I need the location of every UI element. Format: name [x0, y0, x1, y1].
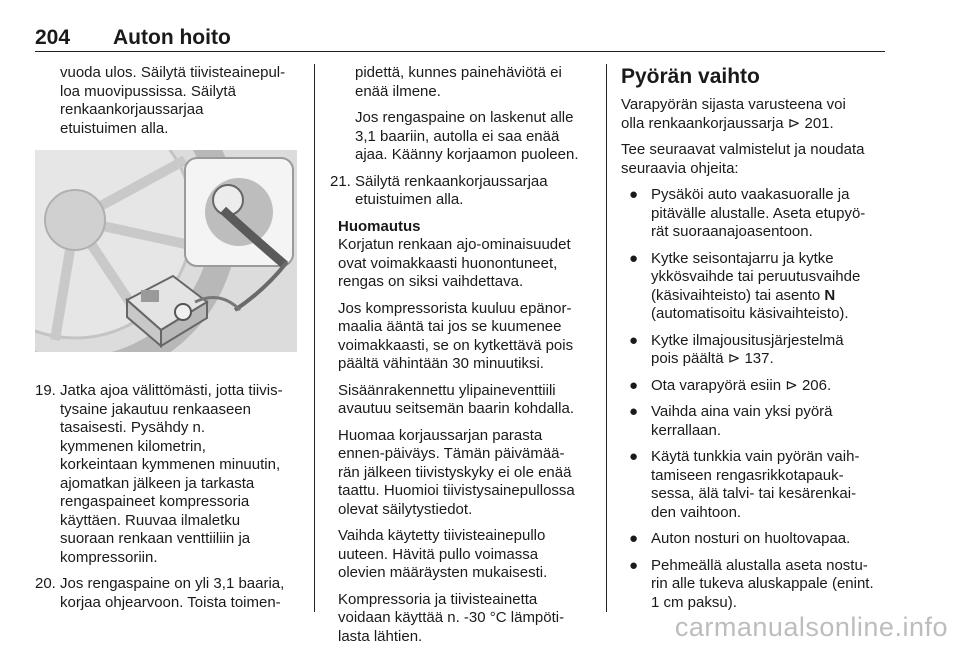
text-line: ovat voimakkaasti huonontuneet,: [338, 254, 558, 272]
text-line: vuoda ulos. Säilytä tiivisteainepul-: [60, 64, 286, 81]
bullet-icon: ●: [629, 530, 639, 547]
bullet-item: [621, 448, 889, 522]
bullet-icon: ●: [629, 556, 639, 574]
text-line: 3,1 baariin, autolla ei saa enää: [355, 127, 560, 145]
text-line: Vaihda käytetty tiivisteainepullo: [338, 527, 546, 544]
text-line: Käytä tunkkia vain pyörän vaih-: [651, 448, 860, 465]
bullet-item: [621, 332, 889, 369]
text-line: Kompressoria ja tiivisteainetta: [338, 590, 538, 608]
continued-paragraph: [330, 64, 592, 101]
text-line: olevien määräysten mukaisesti.: [338, 564, 548, 581]
header-divider: [35, 51, 885, 52]
text-line: rengas on siksi vaihdettava.: [338, 273, 524, 290]
text-line: seuraavia ohjeita:: [621, 159, 739, 177]
note-paragraph: [338, 591, 592, 647]
text-line: Auton nosturi on huoltovapaa.: [651, 530, 851, 547]
page-title: Auton hoito: [113, 26, 231, 49]
bullet-icon: ●: [629, 403, 639, 420]
note-paragraph: [338, 427, 592, 520]
text-line: [651, 287, 889, 306]
column-divider-1: [314, 64, 315, 612]
list-item-21: [330, 173, 592, 210]
column-divider-2: [606, 64, 607, 612]
text-line: ajomatkan jälkeen ja tarkasta: [60, 474, 255, 492]
item-number: 21.: [330, 172, 351, 190]
compressor-illustration: [35, 150, 297, 352]
text-line: Varapyörän sijasta varusteena voi: [621, 96, 846, 113]
text-line: rengaspaineet kompressoria: [60, 493, 250, 510]
text-line: Jatka ajoa välittömästi, jotta tiivis-: [60, 382, 283, 399]
text-line: rät suoraanajoasentoon.: [651, 223, 813, 240]
text-line: pitävälle alustalle. Aseta etupyö-: [651, 204, 866, 222]
text-line: rän jälkeen tiivistyskyky ei ole enää: [338, 463, 572, 481]
text-line: Korjatun renkaan ajo-ominaisuudet: [338, 236, 571, 253]
text-line: sessa, älä talvi- tai kesärenkai-: [651, 485, 857, 502]
list-item-20: [35, 575, 300, 612]
text-line: voimakkaasti, se on kytkettävä pois: [338, 336, 574, 354]
text-line: den vaihtoon.: [651, 503, 742, 521]
text-line: tasaisesti. Pysähdy n.: [60, 419, 206, 436]
note-paragraph: [338, 300, 592, 374]
bullet-item: [621, 403, 889, 440]
text-line: Säilytä renkaankorjaussarjaa: [355, 172, 548, 190]
text-line: Jos kompressorista kuuluu epänor-: [338, 299, 572, 317]
text-line: olla renkaankorjaussarja ⊳ 201.: [621, 114, 834, 132]
note-block: [330, 218, 592, 647]
text-line: loa muovipussissa. Säilytä: [60, 82, 236, 100]
text-line: Ota varapyörä esiin ⊳ 206.: [651, 376, 832, 394]
bullet-icon: ●: [629, 249, 639, 267]
intro-paragraph: [35, 64, 300, 138]
note-paragraph: [338, 527, 592, 583]
text-line: uuteen. Hävitä pullo voimassa: [338, 545, 539, 563]
bullet-icon: ●: [629, 448, 639, 465]
text-line: Vaihda aina vain yksi pyörä: [651, 403, 833, 420]
watermark: carmanualsonline.info: [674, 612, 948, 642]
pressure-paragraph: [330, 109, 592, 165]
bullet-icon: ●: [629, 376, 639, 394]
text-line: rin alle tukeva aluskappale (enint.: [651, 575, 874, 592]
text-line: Pysäköi auto vaakasuoralle ja: [651, 186, 850, 203]
text-line: ykkösvaihde tai peruutusvaihde: [651, 268, 861, 285]
text-line: korjaa ohjearvoon. Toista toimen-: [60, 593, 281, 611]
text-line: pidettä, kunnes painehäviötä ei: [355, 64, 562, 81]
bullet-icon: ●: [629, 186, 639, 203]
text-fragment: (käsivaihteisto) tai asento: [651, 286, 825, 304]
instruction-paragraph: [621, 141, 889, 178]
text-line: olevat säilytystiedot.: [338, 500, 473, 518]
list-item-19: [35, 382, 300, 567]
item-number: 19.: [35, 382, 56, 399]
text-line: Kytke ilmajousitusjärjestelmä: [651, 331, 844, 349]
bullet-icon: ●: [629, 331, 639, 349]
text-line: päältä vähintään 30 minuutiksi.: [338, 355, 544, 372]
bullet-item: [621, 250, 889, 324]
text-line: Pehmeällä alustalla aseta nostu-: [651, 556, 868, 574]
text-line: renkaankorjaussarjaa: [60, 101, 204, 118]
item-number: 20.: [35, 575, 56, 592]
text-line: taattu. Huomioi tiivistysainepullossa: [338, 482, 575, 499]
text-line: ajaa. Käänny korjaamon puoleen.: [355, 146, 579, 163]
text-line: suoraan renkaan venttiiliin ja: [60, 530, 251, 547]
text-line: tysaine jakautuu renkaaseen: [60, 400, 251, 418]
note-title: Huomautus: [338, 217, 421, 235]
bullet-item: [621, 186, 889, 242]
tire-compressor-image: [35, 150, 297, 352]
text-line: kymmenen kilometrin,: [60, 437, 206, 455]
text-line: kompressoriin.: [60, 548, 158, 566]
note-paragraph: [338, 382, 592, 419]
text-line: etuistuimen alla.: [60, 119, 169, 137]
text-line: voidaan käyttää n. -30 °C lämpöti-: [338, 609, 565, 626]
text-line: ennen-päiväys. Tämän päivämää-: [338, 445, 565, 462]
bullet-item: [621, 530, 889, 549]
bullet-item: [621, 557, 889, 613]
page-number: 204: [35, 26, 71, 49]
text-line: Huomaa korjaussarjan parasta: [338, 426, 543, 444]
text-line: (automatisoitu käsivaihteisto).: [651, 305, 849, 322]
page-header: [35, 26, 885, 52]
gear-position-n: N: [824, 286, 836, 304]
section-title: Pyörän vaihto: [621, 65, 760, 88]
column-1: [35, 64, 300, 620]
text-line: avautuu seitsemän baarin kohdalla.: [338, 400, 574, 417]
column-2: [330, 64, 592, 654]
column-3: [621, 64, 889, 620]
text-line: pois päältä ⊳ 137.: [651, 350, 774, 367]
text-line: kerrallaan.: [651, 421, 722, 439]
text-line: etuistuimen alla.: [355, 191, 464, 208]
text-line: maalia ääntä tai jos se kuumenee: [338, 318, 562, 335]
text-line: 1 cm paksu).: [651, 593, 737, 611]
text-line: Kytke seisontajarru ja kytke: [651, 249, 834, 267]
text-line: Sisäänrakennettu ylipaineventtiili: [338, 381, 556, 399]
text-line: lasta lähtien.: [338, 627, 423, 645]
text-line: Jos rengaspaine on yli 3,1 baaria,: [60, 575, 285, 592]
text-line: korkeintaan kymmenen minuutin,: [60, 456, 281, 473]
bullet-item: [621, 377, 889, 396]
text-line: Tee seuraavat valmistelut ja noudata: [621, 141, 865, 158]
text-line: tamiseen rengasrikkotapauk-: [651, 466, 844, 484]
text-line: Jos rengaspaine on laskenut alle: [355, 109, 574, 126]
text-line: käyttäen. Ruuvaa ilmaletku: [60, 511, 241, 529]
note-paragraph: [338, 236, 592, 292]
text-line: enää ilmene.: [355, 82, 441, 100]
intro-paragraph: [621, 96, 889, 133]
